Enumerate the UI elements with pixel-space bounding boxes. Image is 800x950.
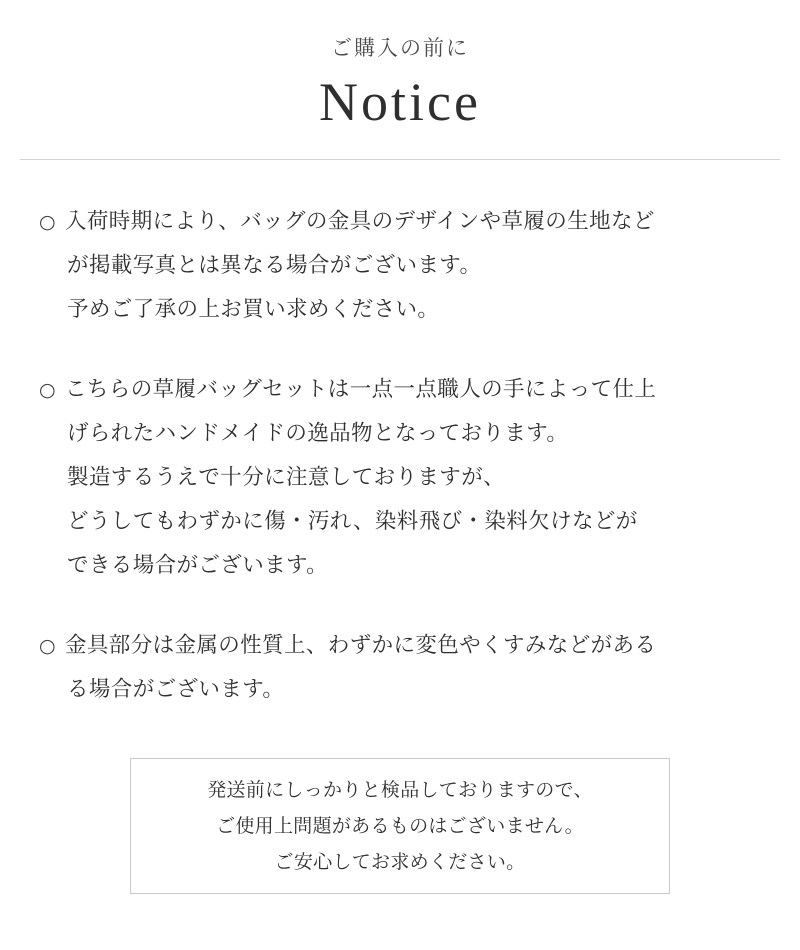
notes-list xyxy=(39,200,761,712)
list-item xyxy=(39,200,761,332)
assurance-box xyxy=(130,758,670,894)
assurance-line: ご使用上問題があるものはございません。 xyxy=(216,815,584,837)
header-subtitle: ご購入の前に xyxy=(331,36,469,60)
bullet-circle-icon: ○ xyxy=(39,634,56,657)
header-divider xyxy=(20,159,780,160)
note-line: が掲載写真とは異なる場合がございます。 xyxy=(67,252,482,278)
note-text xyxy=(65,624,761,712)
assurance-line: ご安心してお求めください。 xyxy=(274,851,526,873)
page-header xyxy=(0,0,800,137)
note-text xyxy=(65,200,761,332)
note-line: こちらの草履バッグセットは一点一点職人の手によって仕上 xyxy=(65,376,657,402)
note-line: どうしてもわずかに傷・汚れ、染料飛び・染料欠けなどが xyxy=(67,508,638,534)
note-line: 金具部分は金属の性質上、わずかに変色やくすみなどがある xyxy=(65,632,657,658)
note-line: げられたハンドメイドの逸品物となっております。 xyxy=(67,420,569,446)
note-line: 入荷時期により、バッグの金具のデザインや草履の生地など xyxy=(65,208,655,234)
bullet-circle-icon: ○ xyxy=(39,378,56,401)
note-line: できる場合がございます。 xyxy=(67,552,329,578)
note-line: る場合がございます。 xyxy=(67,676,285,702)
bullet-circle-icon: ○ xyxy=(39,210,56,233)
note-line: 予めご了承の上お買い求めください。 xyxy=(67,296,440,322)
page-title: Notice xyxy=(319,72,481,133)
list-item xyxy=(39,368,761,588)
note-text xyxy=(65,368,761,588)
note-line: 製造するうえで十分に注意しておりますが、 xyxy=(67,464,506,490)
assurance-line: 発送前にしっかりと検品しておりますので、 xyxy=(207,779,593,801)
list-item xyxy=(39,624,761,712)
